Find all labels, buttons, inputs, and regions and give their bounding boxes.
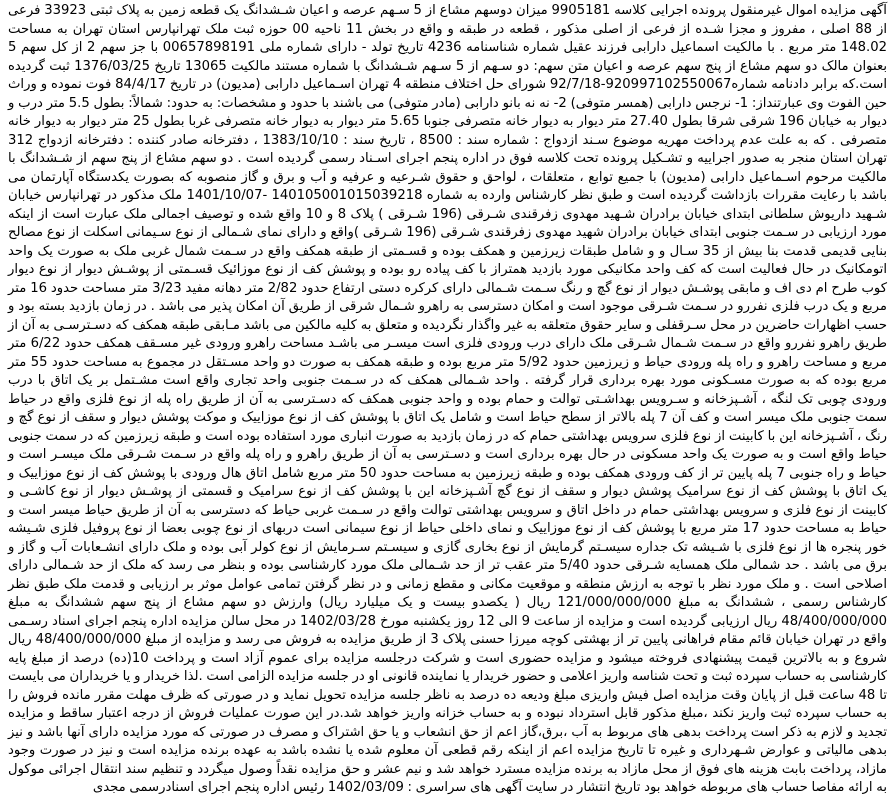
notice-body-text: آگهی مزایده اموال غیرمنقول پرونده اجرایی کلاسه 9905181 میزان دوسهم مشاع از 5 سـهم عرصه و اعیان شـشدانگ یک قطعه زمین به پلاک ثبتی 33923 فرعی از 88 اصلی ، مفروز و مجزا شـده از فرعی از اصلی مذکور ، قطعه در طبقه و واقع در بخش 11 ناحیه 00 حوزه ثبت ملک تهرانپارس استان تهران به مساحت 148.02 متر مربع . با مالکیت اسماعیل دارابی فرزند عقیل شماره شناسنامه 4236 تاریخ تولد - دارای شماره ملی 00657898191 با جز سهم 2 از کل سهم 5 بعنوان مالک دو سهم مشاع از پنج سهم عرصه و اعیان متن سهم: دو سـهم از 5 سـهم شـشدانگ با شماره مستند مالکیت 13065 تاریخ 1376/03/25 ثبت گردیده است.که برابر دادنامه شماره920997102550067-92/7/18 شورای حل اختلاف منطقه 4 تهران اسـماعیل دارابی (مدیون) در تاریخ 84/4/17 فوت نموده و وراث حین الفوت وی عبارتنداز: 1- نرجس دارابی (همسر متوفی) 2- نه نه بانو دارابی (مادر متوفی) می باشند با حدود و مشخصات: به حدود: شمالاً: بطول 5.5 متر درب و دیوار به خیابان 196 شرقی شرقا بطول 27.40 متر دیوار به دیوار خانه متصرفی جنوبا 5.65 متر دیوار به دیوار خانه متصرفی غربا بطول 25 متر دیوار به دیوار خانه متصرفی . که به علت عدم پرداخت مهریه موضوع سـند ازدواج : شماره سند : 8500 ، تاریخ سند : 1383/10/10 ، دفترخانه صادر کننده : دفترخانه ازدواج 312 تهران استان منجر به صدور اجراییه و تشـکیل پرونده تحت کلاسه فوق در اداره پنجم اجرای اسـناد رسمی گردیده است . دو سهم مشاع از پنج سهم از شـشدانگ با مالکیت مرحوم اسـماعیل دارابی (مدیون) با جمیع توابع ، متعلقات ، لواحق و حقوق شـرعیه و عرفیه و آب و برق و گاز منصوبه که بصورت یکدستگاه آپارتمان می باشد با رعایت مقررات بازداشت گردیده است و طبق نظر کارشناس وارده به شماره 140105001015039218 -1401/10/07 ملک مذکور در تهرانپارس خیابان شـهید داریوش سلطانی ابتدای خیابان برادران شـهید مهدوی زفرقندی شـرقی (196 شـرقی ) پلاک 8 و 10 واقع شده و توصیف اجمالی ملک عبارت است از اینکه مورد ارزیابی در سـمت جنوبی ابتدای خیابان برادران شهید مهدوی زفرقندی شـرقی (196 شـرقی )واقع و دارای نمای شـمالی از نوع سـیمانی اسکلت از نوع مصالح بنایی قدیمی قدمت بنا بیش از 35 سـال و و شامل طبقات زیرزمین و همکف بوده و قسـمتی از طبقه همکف واقع در سـمت شمال غربی ملک به صورت یک واحد اتومکانیک در حال فعالیت است که کف واحد مکانیکی مورد بازدید همتراز با کف پیاده رو بوده و پوشش کف از نوع موزائیک قسـمتی از پوشـش دیوار از نوع دیوار کوب طرح ام دی اف و مابقی پوشـش دیوار از نوع گچ و رنگ سـمت شـمالی دارای کرکره دستی ارتفاع حدود 2/82 متر دهانه مفید 3/23 متر مساحت حدود 16 متر مربع و یک درب فلزی نفررو در سـمت شـرقی موجود است و امکان دسترسی به راهرو شـمال شرقی از طریق آن امکان پذیر می باشد . در زمان بازدید بسته بود و حسب اظهارات حاضرین در محل سـرقفلی و سایر حقوق متعلقه به غیر واگذار نگردیده و متعلق به کلیه مالکین می باشد مـابقی طبقه همکف که دسـترسـی به آن از طریق راهرو نفررو واقع در سـمت شـمال شـرقی ملک دارای درب ورودی فلزی است میسـر می باشـد مساحت راهرو ورودی غیر مسـقف همکف حدود 6/22 متر مربع و مساحت راهرو و راه پله ورودی حیاط و زیرزمین حدود 5/92 متر مربع بوده و طبقه همکف به صورت دو واحد مسـتقل در مجموع به مساحت حدود 55 متر مربع بوده که به صورت مسـکونی مورد بهره برداری قرار گرفته . واحد شـمالی همکف که در سـمت جنوبی واحد تجاری واقع است مشـتمل بر یک اتاق با درب ورودی چوبی تک لنگه ، آشـپزخانه و سـرویس بهداشـتی توالت و حمام بوده و واحد جنوبی همکف که دسـترسی به آن از طریق راه پله از نوع فلزی واقع در حیاط سمت جنوبی ملک میسر است و کف آن 7 پله بالاتر از سطح حیاط است و شامل یک اتاق با پوشش کف از نوع موزاییک و موکت پوشش دیوار و سقف از نوع گچ و رنگ ، آشـپزخانه این با کابینت از نوع فلزی سرویس بهداشتی حمام که در زمان بازدید به صورت انباری مورد استفاده بوده است و طبقه زیرزمین که در سمت جنوبی حیاط واقع است و به صورت یک واحد مسکونی در حال بهره برداری است و دسـترسی به آن از طریق راهرو و راه پله واقع در سـمت شـرقی ملک میسـر است و حیاط و راه جنوبی 7 پله پایین تر از کف ورودی همکف بوده و طبقه زیرزمین به مساحت حدود 50 متر مربع شامل اتاق هال ورودی با پوشش کف از نوع موزاییک و یک اتاق با پوشش کف از نوع سرامیک پوشش دیوار و سقف از نوع گچ آشـپزخانه این با پوشش کف از نوع سرامیک و قسمتی از پوشـش دیوار از نوع کاشـی و کابینت از نوع فلزی و سرویس بهداشتی حمام در داخل اتاق و سرویس بهداشتی توالت واقع در سـمت غربی حیاط که دسترسی به آن از طریق حیاط میسر است و حیاط به مساحت حدود 17 متر مربع با پوشش کف از نوع موزاییک و نمای داخلی حیاط از نوع سیمانی است دربهای از نوع چوبی بعضا از نوع پروفیل فلزی شـیشه خور پنجره ها از نوع فلزی با شـیشه تک جداره سیسـتم گرمایش از نوع بخاری گازی و سیسـتم سـرمایش از نوع کولر آبی بوده و ملک دارای انشـعابات آب و گاز و برق می باشد . حد شمالی ملک همسایه شـرقی حدود 5/40 متر عقب تر از حد شـمالی ملک مورد کارشناسی بوده و بنظر می رسد که ملک از حد شـمالی دارای اصلاحی است . و ملک مورد نظر با توجه به ارزش منطقه و موقعیت مکانی و مقطع زمانی و در نظر گرفتن تمامی عوامل موثر بر ارزیابی و قدمت ملک طبق نظر کارشناس رسمی ، ششدانگ به مبلغ 121/000/000/000 ریال ( یکصدو بیست و یک میلیارد ریال) وارزش دو سهم مشاع از پنج سهم ششدانگ به مبلغ 48/400/000/000 ریال ارزیابی گردیده است و مزایده از ساعت 9 الی 12 روز یکشنبه مورخ 1402/03/28 در محل سالن مزایده اداره پنجم اجرای اسناد رسـمی واقع در تهران خیابان قائم مقام فراهانی پایین تر از بهشتی کوچه میرزا حسنی پلاک 3 از طریق مزایده به فروش می رسد و مزایده از مبلغ 48/400/000/000 ریال شروع و به بالاترین قیمت پیشنهادی فروخته میشود و مزایده حضوری است و شرکت درجلسه مزایده برای عموم آزاد است و پرداخت 10(ده) درصد از مبلغ پایه کارشناسی به حساب سپرده ثبت و تحت شناسه واریز اعلامی و حضور خریدار یا نماینده قانونی او در جلسه مزایده الزامی است .لذا خریدار و یا خریداران می بایست تا 48 ساعت قبل از پایان وقت مزایده اصل فیش واریزی مبلغ ودیعه ده درصد به ناظر جلسه مزایده تحویل نماید و در صورتی که ظرف مهلت مقرر مانده فروش را به حساب سپرده ثبت واریز نکند ،مبلغ مذکور قابل استرداد نبوده و به حساب خزانه واریز خواهد شد.در این صورت عملیات فروش از درجه اعتبار ساقط و مزایده تجدید و لازم به ذکر است پرداخت بدهی های مربوط به آب ،برق،گاز اعم از حق انشعاب و یا حق اشتراک و مصرف در صورتی که مورد مزایده دارای آنها باشد و نیز بدهی مالیاتی و عوارض شـهرداری و غیره تا تاریخ مزایده اعم از اینکه رقم قطعی آن معلوم شده یا نشده باشد به عهده برنده مزایده است و نیز در صورت وجود مازاد، پرداخت بابت هزینه های فوق از محل مازاد به برنده مزایده مسترد خواهد شد و نیم عشر و حق مزایده نقداً وصول میگردد و تنظیم سند انتقال اجرائی موکول به ارائه مفاصا حساب های مربوطه خواهد بود تاریخ انتشار در سایت آگهی های سراسری : 1402/03/09 رئیس اداره پنجم اجرای اسنادرسمی مجدی xyxy=(8,3,888,795)
auction-notice xyxy=(8,2,887,798)
